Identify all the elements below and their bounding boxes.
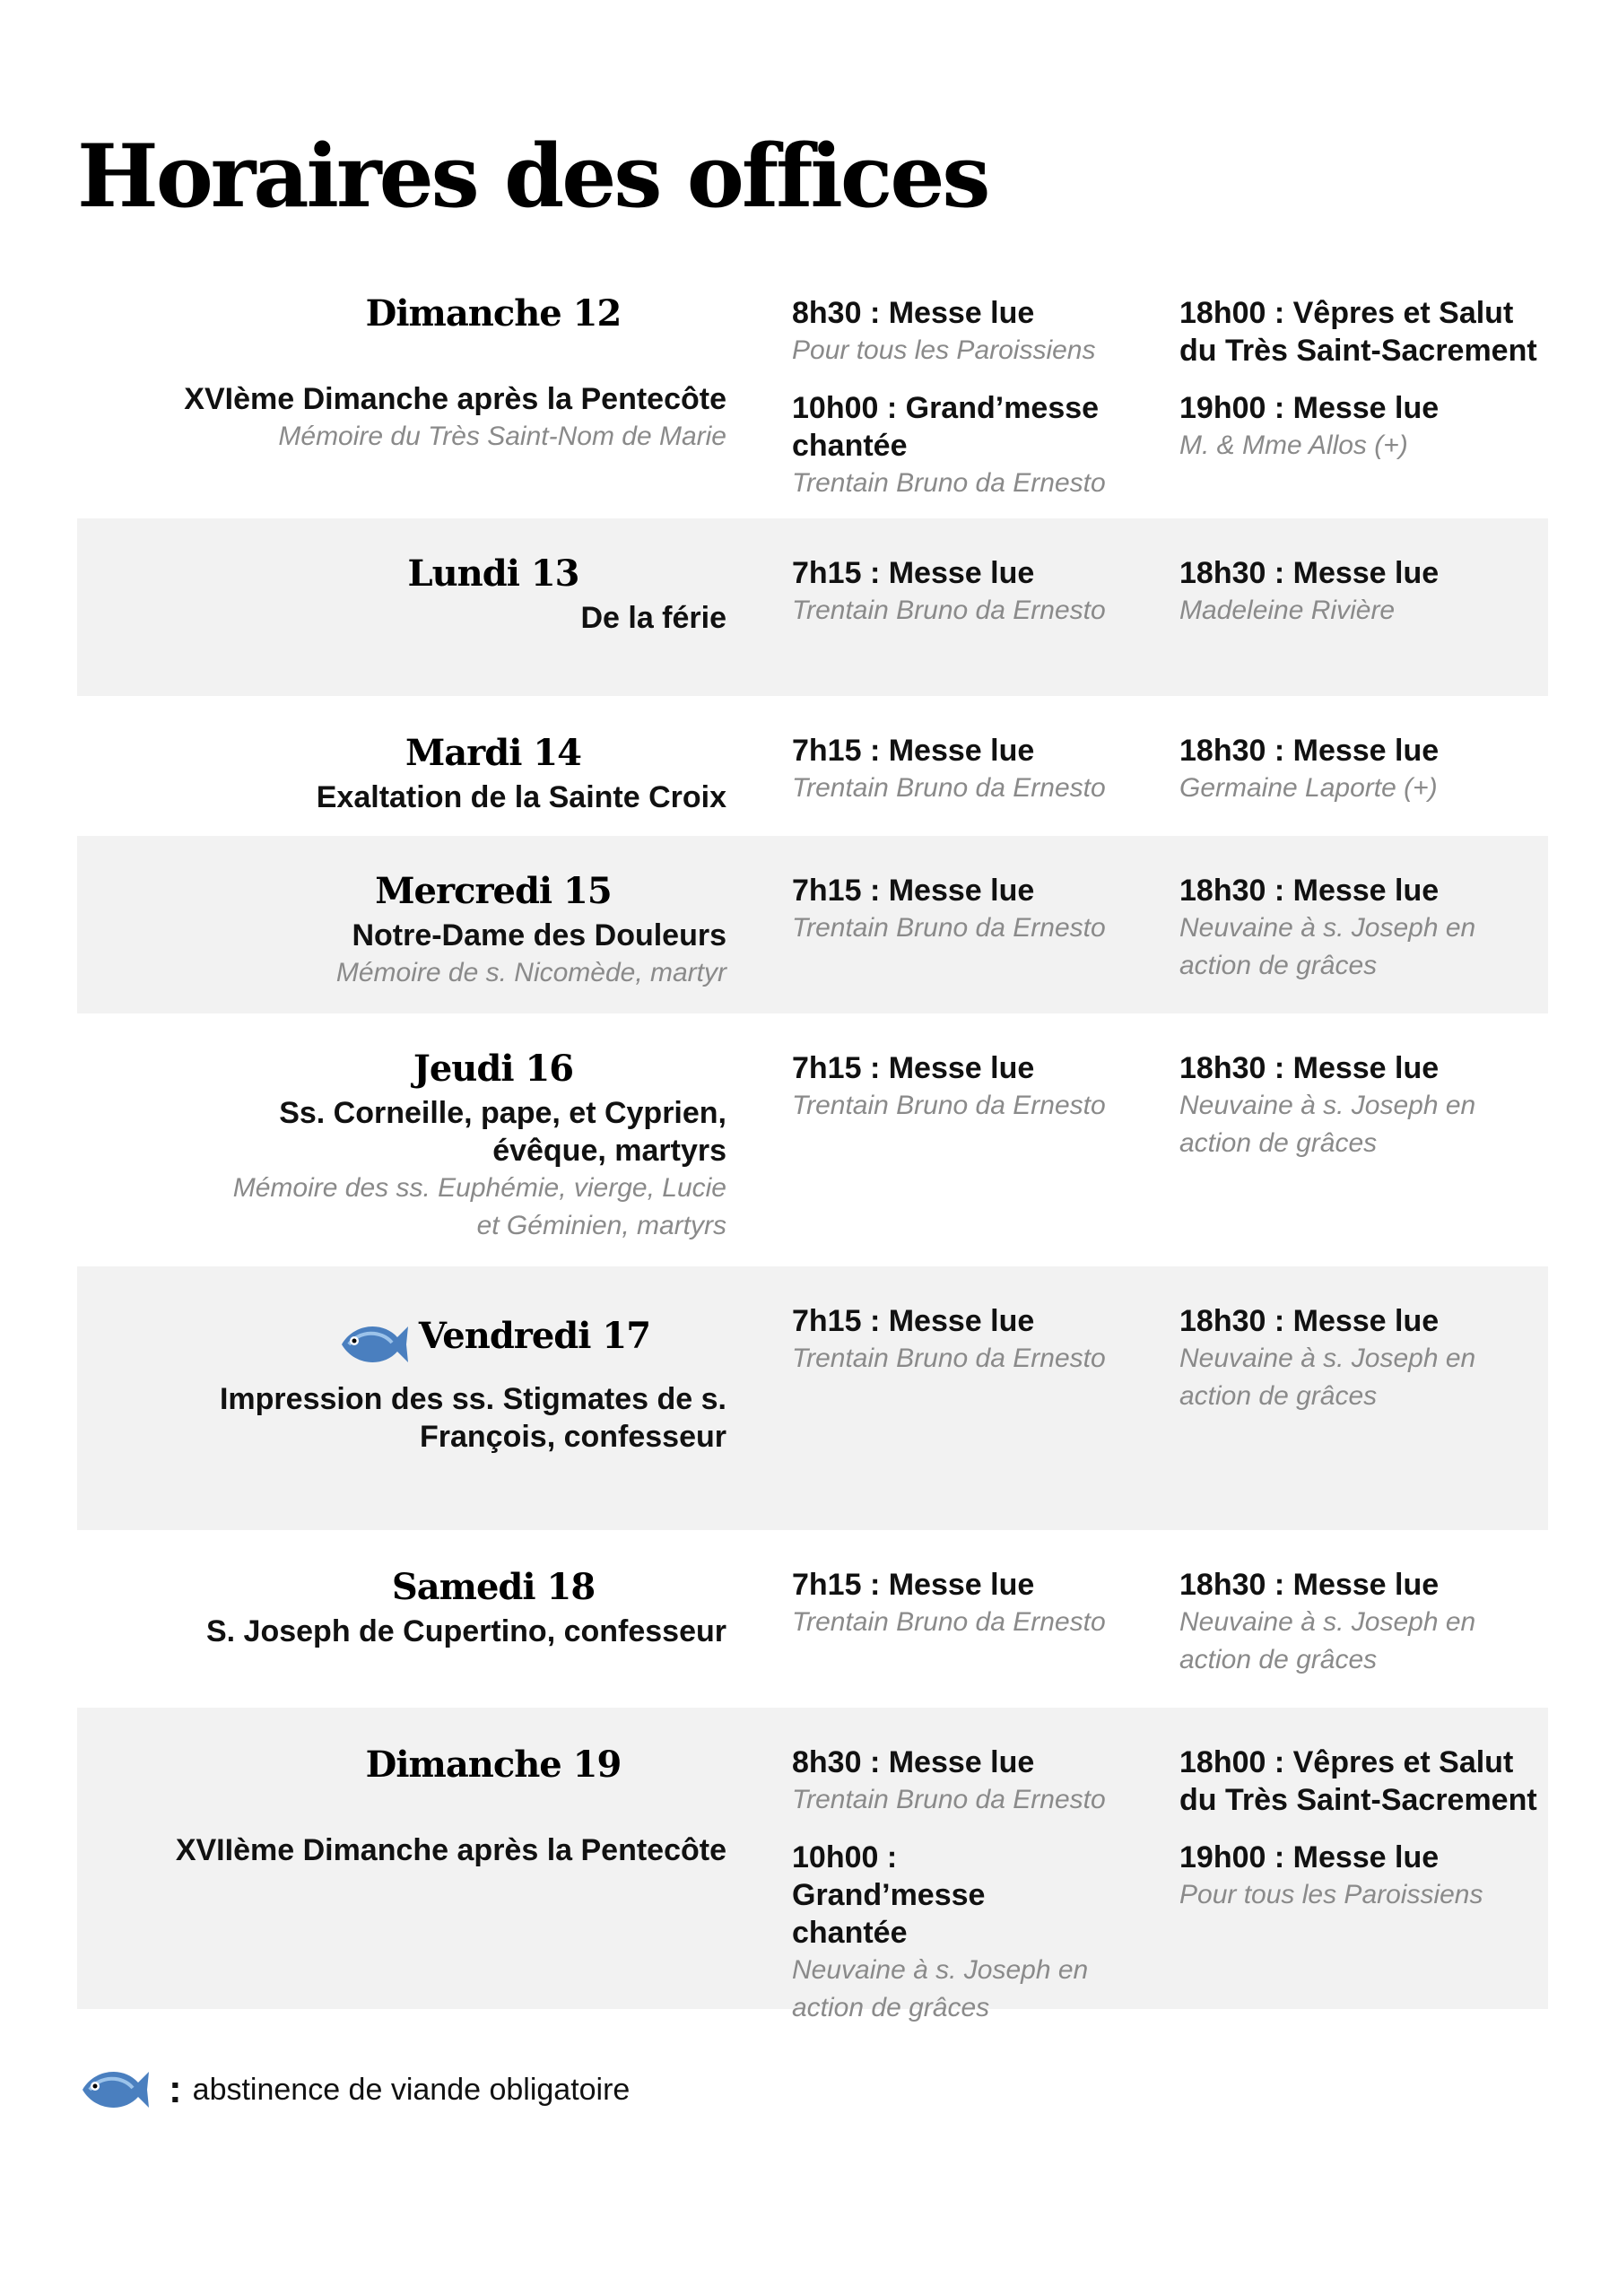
mass-title: 18h30 : Messe lue — [1179, 556, 1440, 590]
mass-title: 18h30 : Messe lue — [1179, 1051, 1440, 1085]
mass-title: 10h00 : Grand’messe chantée — [792, 391, 1100, 463]
mass-entry — [792, 294, 1151, 370]
day-name: Samedi 18 — [391, 1566, 596, 1608]
mass-title: 19h00 : Messe lue — [1179, 391, 1440, 425]
mass-intention: Trentain Bruno da Ernesto — [792, 1344, 1106, 1373]
legend-colon: : — [169, 2067, 182, 2111]
mass-title: 18h30 : Messe lue — [1179, 734, 1440, 768]
mass-intention: Neuvaine à s. Joseph en action de grâces — [792, 1955, 1089, 2022]
mass-intention: Neuvaine à s. Joseph en action de grâces — [1179, 1607, 1476, 1674]
mass-title: 7h15 : Messe lue — [792, 874, 1035, 908]
commemoration: Mémoire du Très Saint-Nom de Marie — [278, 422, 726, 451]
mass-title: 7h15 : Messe lue — [792, 1568, 1035, 1602]
feast-name: XVIème Dimanche après la Pentecôte — [184, 382, 726, 416]
day-row — [77, 1013, 1548, 1266]
feast-name: De la férie — [580, 601, 726, 635]
day-name: Lundi 13 — [407, 552, 579, 595]
mass-intention: Pour tous les Paroissiens — [792, 335, 1096, 365]
mass-intention: Trentain Bruno da Ernesto — [792, 1607, 1106, 1637]
mass-intention: Trentain Bruno da Ernesto — [792, 1785, 1106, 1814]
feast-name: Exaltation de la Sainte Croix — [316, 780, 726, 814]
mass-entry — [792, 389, 1151, 502]
mass-title: 7h15 : Messe lue — [792, 556, 1035, 590]
mass-intention: Trentain Bruno da Ernesto — [792, 596, 1106, 625]
mass-title: 7h15 : Messe lue — [792, 1304, 1035, 1338]
day-name: Mercredi 15 — [375, 870, 612, 912]
feast-name: Ss. Corneille, pape, et Cyprien, évêque, martyrs — [279, 1096, 726, 1168]
day-row — [77, 276, 1548, 518]
feast-name: XVIIème Dimanche après la Pentecôte — [175, 1833, 726, 1867]
page-title: Horaires des offices — [77, 126, 988, 227]
mass-title: 7h15 : Messe lue — [792, 1051, 1035, 1085]
mass-entry — [1179, 1839, 1547, 1914]
mass-intention: Pour tous les Paroissiens — [1179, 1880, 1483, 1909]
mass-title: 18h30 : Messe lue — [1179, 874, 1440, 908]
mass-title: 18h00 : Vêpres et Salut du Très Saint-Sacrement — [1179, 1745, 1537, 1817]
feast-name: Impression des ss. Stigmates de s. François, confesseur — [219, 1381, 726, 1454]
mass-intention: Trentain Bruno da Ernesto — [792, 913, 1106, 943]
day-row — [77, 1708, 1548, 2022]
day-name: Dimanche 12 — [365, 292, 622, 335]
day-name: Jeudi 16 — [413, 1048, 574, 1090]
day-row — [77, 1266, 1548, 1530]
mass-title: 18h30 : Messe lue — [1179, 1304, 1440, 1338]
mass-entry — [1179, 389, 1547, 465]
mass-entry — [1179, 294, 1547, 370]
mass-entry — [792, 1744, 1151, 1819]
day-row — [77, 696, 1548, 836]
legend-text: abstinence de viande obligatoire — [192, 2072, 631, 2107]
mass-intention: M. & Mme Allos (+) — [1179, 430, 1408, 460]
mass-intention: Neuvaine à s. Joseph en action de grâces — [1179, 1344, 1476, 1411]
feast-name: S. Joseph de Cupertino, confesseur — [205, 1614, 726, 1648]
mass-intention: Neuvaine à s. Joseph en action de grâces — [1179, 1091, 1476, 1158]
legend — [77, 2063, 630, 2117]
commemoration: Mémoire de s. Nicomède, martyr — [335, 958, 726, 987]
mass-intention: Trentain Bruno da Ernesto — [792, 1091, 1106, 1120]
mass-title: 18h00 : Vêpres et Salut du Très Saint-Sacrement — [1179, 296, 1537, 368]
mass-intention: Trentain Bruno da Ernesto — [792, 468, 1106, 498]
mass-title: 8h30 : Messe lue — [792, 1745, 1035, 1779]
mass-intention: Germaine Laporte (+) — [1179, 773, 1438, 803]
mass-title: 7h15 : Messe lue — [792, 734, 1035, 768]
fish-icon — [77, 2063, 151, 2117]
feast-name: Notre-Dame des Douleurs — [352, 918, 726, 952]
mass-intention: Neuvaine à s. Joseph en action de grâces — [1179, 913, 1476, 980]
day-row — [77, 518, 1548, 696]
day-name: Vendredi 17 — [418, 1315, 651, 1357]
fish-icon — [336, 1318, 410, 1371]
day-row — [77, 836, 1548, 1013]
schedule — [77, 276, 1548, 2022]
mass-title: 10h00 : Grand’messe chantée — [792, 1840, 986, 1950]
mass-entry — [1179, 1744, 1547, 1819]
mass-title: 19h00 : Messe lue — [1179, 1840, 1440, 1874]
day-row — [77, 1530, 1548, 1708]
day-name: Dimanche 19 — [365, 1744, 622, 1786]
commemoration: Mémoire des ss. Euphémie, vierge, Lucie et Géminien, martyrs — [232, 1173, 726, 1240]
mass-title: 18h30 : Messe lue — [1179, 1568, 1440, 1602]
mass-title: 8h30 : Messe lue — [792, 296, 1035, 330]
day-name: Mardi 14 — [404, 732, 582, 774]
mass-entry — [792, 1839, 1097, 2027]
mass-intention: Madeleine Rivière — [1179, 596, 1396, 625]
mass-intention: Trentain Bruno da Ernesto — [792, 773, 1106, 803]
